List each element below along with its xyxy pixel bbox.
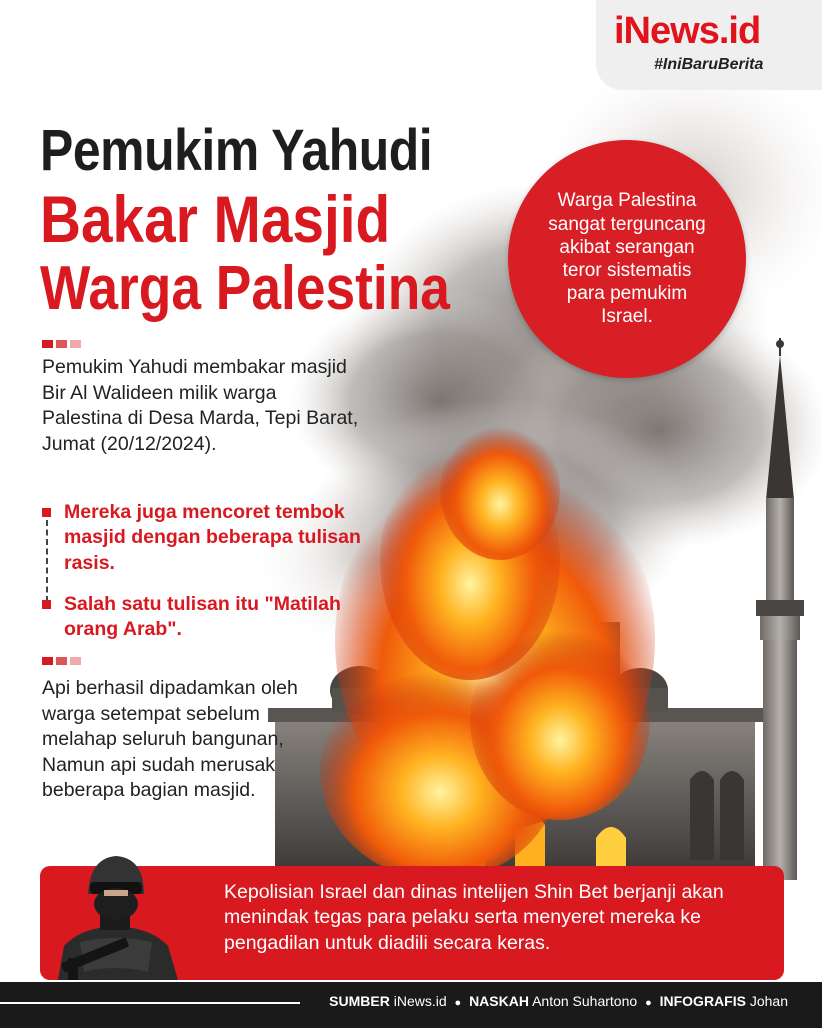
graphic-label: INFOGRAFIS: [659, 993, 746, 1009]
graphic-value: Johan: [749, 993, 788, 1009]
brand-logo: iNews.id: [614, 10, 761, 52]
section-marker-icon: [42, 657, 81, 665]
writer-label: NASKAH: [469, 993, 529, 1009]
bullet-item: Salah satu tulisan itu "Matilah orang Arab".: [42, 592, 372, 643]
bullet-item: Mereka juga mencoret tembok masjid dengan beberapa tulisan rasis.: [42, 500, 372, 576]
footer: [0, 982, 822, 1028]
bullet-square-icon: [42, 600, 51, 609]
bullet-list: [42, 500, 372, 643]
intro-paragraph: Pemukim Yahudi membakar masjid Bir Al Walideen milik warga Palestina di Desa Marda, Tepi Barat, Jumat (20/12/2024).: [42, 356, 359, 455]
headline-line-3: Warga Palestina: [40, 254, 450, 323]
source-label: SUMBER: [329, 993, 390, 1009]
brand-hashtag: #IniBaruBerita: [654, 56, 764, 73]
bullet-square-icon: [42, 508, 51, 517]
source-value: iNews.id: [393, 993, 447, 1009]
footer-credits: [329, 993, 788, 1009]
separator-dot-icon: ●: [454, 997, 462, 1009]
section-marker-icon: [42, 340, 81, 348]
statement-text: Kepolisian Israel dan dinas intelijen Shin Bet berjanji akan menindak tegas para pelaku serta menyeret mereka ke pengadilan untuk diadili secara keras.: [224, 881, 724, 954]
brand-logo-box: [596, 0, 822, 90]
headline: [40, 118, 480, 323]
police-officer-icon: [40, 846, 190, 980]
quote-circle-text: Warga Palestina sangat terguncang akibat serangan teror sistematis para pemukim Israel.: [548, 190, 706, 328]
headline-line-2: Bakar Masjid: [40, 182, 391, 256]
footer-divider: [0, 1002, 300, 1004]
fire-paragraph: Api berhasil dipadamkan oleh warga setempat sebelum melahap seluruh bangunan, Namun api sudah merusak beberapa bagian masjid.: [42, 677, 298, 802]
quote-circle: [508, 140, 746, 378]
separator-dot-icon: ●: [645, 997, 652, 1009]
headline-line-1: Pemukim Yahudi: [40, 118, 433, 183]
writer-value: Anton Suhartono: [532, 993, 638, 1009]
